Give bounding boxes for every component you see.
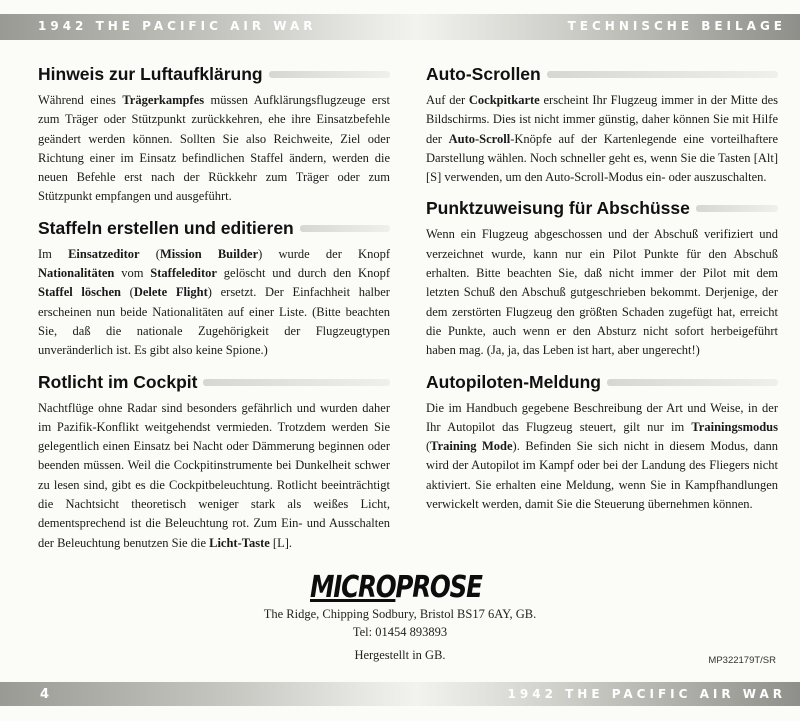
section-rotlicht <box>38 372 390 553</box>
heading-rule <box>607 379 778 386</box>
text-run: Während eines <box>38 93 123 107</box>
part-number: MP322179T/SR <box>708 655 776 666</box>
text-run: Wenn ein Flugzeug abgeschossen und der Abschuß verifiziert und verzeichnet wurde, kann nur ein Pilot Punkte für den Abschuß erhalten. Bitte beachten Sie, daß nicht immer der Pilot mit dem letzten Schuß den Abschuß gutgeschrieben bekommt. Derjenige, der dem zerstörten Flugzeug den größten Schaden zugefügt hat, erreicht die Punkte, auch wenn er den Absturz nicht sofort herbeigeführt haben mag. (Ja, ja, das Leben ist hart, aber ungerecht!) <box>426 227 778 358</box>
microprose-logo: MICROPROSE <box>310 570 482 605</box>
section-heading: Punktzuweisung für Abschüsse <box>426 198 778 219</box>
heading-rule <box>300 225 390 232</box>
made-in-note: Hergestellt in GB. <box>354 648 446 662</box>
bold-term: Staffeleditor <box>150 266 217 281</box>
bold-term: Cockpitkarte <box>468 93 540 107</box>
bold-term: Mission Builder <box>159 246 259 261</box>
company-phone: Tel: 01454 893893 <box>352 625 448 639</box>
text-run: vom <box>114 266 151 281</box>
heading-rule <box>547 71 778 78</box>
text-run: gelöscht und durch den Knopf <box>216 266 390 281</box>
section-body <box>426 399 778 515</box>
text-run: Die im Handbuch gegebene Beschreibung der Art und Weise, in der Ihr Autopilot das Flugzeug steuert, gilt nur im <box>426 400 778 434</box>
section-heading: Staffeln erstellen und editieren <box>38 218 390 239</box>
text-run: ) ersetzt. Der Einfachheit halber erscheinen nun beide Nationalitäten auf einer Liste. (Bitte beachten Sie, daß die nationale Zugehörigkeit der Flugzeugtypen unveränderlich ist. Es gibt also keine Spione.) <box>38 285 390 358</box>
bold-term: Licht-Taste <box>209 535 270 550</box>
text-run: Im <box>38 246 69 261</box>
section-body <box>426 225 778 360</box>
text-run: ( <box>426 439 431 454</box>
section-body <box>426 91 778 187</box>
section-heading: Rotlicht im Cockpit <box>38 372 390 393</box>
bold-term: Einsatzeditor <box>68 246 140 261</box>
heading-rule <box>203 379 390 386</box>
bold-term: Staffel löschen <box>38 285 121 300</box>
text-run: -Knöpfe auf der Kartenlegende eine vorteilhaftere Darstellung wählen. Noch schneller geht es, wenn Sie die Tasten [Alt] [S] verwenden, um den Auto-Scroll-Modus ein- oder auszuschalten. <box>426 131 778 185</box>
section-autopilot <box>426 372 778 515</box>
section-heading: Autopiloten-Meldung <box>426 372 778 393</box>
right-column <box>426 64 778 525</box>
company-address: The Ridge, Chipping Sodbury, Bristol BS17 6AY, GB. <box>263 607 537 621</box>
bold-term: Trägerkampfes <box>122 93 205 107</box>
text-run: [L]. <box>269 535 292 550</box>
heading-rule <box>696 205 778 212</box>
text-run: ( <box>120 285 134 300</box>
section-staffeln <box>38 218 390 361</box>
header-section-title: TECHNISCHE BEILAGE <box>567 19 786 33</box>
text-run: Nachtflüge ohne Radar sind besonders gefährlich und wurden daher im Pazifik-Konflikt weitgehendst vermieden. Trotzdem werden Sie gelegentlich einen Einsatz bei Nacht oder Dämmerung beginnen oder beenden müssen. Weil die Cockpitinstrumente bei Dunkelheit schwer zu lesen sind, gibt es die Cockpitbeleuchtung. Rotlicht beeinträchtigt die Nachtsicht theoretisch weniger stark als weißes Licht, dementsprechend ist die Beleuchtung rot. Zum Ein- und Ausschalten der Beleuchtung benutzen Sie die <box>38 400 390 550</box>
heading-rule <box>269 71 390 78</box>
section-auto-scrollen <box>426 64 778 187</box>
section-heading: Hinweis zur Luftaufklärung <box>38 64 390 85</box>
text-run: ). Befinden Sie sich nicht in diesem Modus, dann wird der Autopilot im Kampf oder bei der Landung des Fliegers nicht aktiviert. Sie erhalten eine Meldung, wenn Sie in Kampfhandlungen verwickelt werden, damit Sie die Steuerung übernehmen können. <box>426 439 778 512</box>
section-luftaufklaerung <box>38 64 390 207</box>
bold-term: Delete Flight <box>133 285 208 300</box>
text-run: müssen Aufklärungsflugzeuge erst zum Träger oder Stützpunkt zurückkehren, ehe ihre Einsatzbefehle geändert werden können. Sollten Sie also Reichweite, Ziel oder Richtung einer im Einsatz befindlichen Staffel ändern, werden die neuen Befehle erst nach der Rückkehr zum Träger oder zum Stützpunkt empfangen und ausgeführt. <box>38 93 390 204</box>
text-run: erscheint Ihr Flugzeug immer in der Mitte des Bildschirms. Dies ist nicht immer günstig, daher können Sie mit Hilfe der <box>426 93 778 146</box>
header-band <box>0 14 800 40</box>
section-heading: Auto-Scrollen <box>426 64 778 85</box>
section-body <box>38 245 390 361</box>
section-body <box>38 399 390 553</box>
text-run: Auf der <box>426 93 469 107</box>
footer-band <box>0 682 800 706</box>
section-punktzuweisung <box>426 198 778 360</box>
section-body <box>38 91 390 207</box>
bold-term: Auto-Scroll <box>448 131 511 146</box>
text-run: ) wurde der Knopf <box>258 246 390 261</box>
footer-title: 1942 THE PACIFIC AIR WAR <box>507 687 786 701</box>
bold-term: Trainingsmodus <box>691 419 778 434</box>
bold-term: Training Mode <box>430 439 513 454</box>
header-title: 1942 THE PACIFIC AIR WAR <box>38 19 317 33</box>
page-number: 4 <box>40 687 50 702</box>
bold-term: Nationalitäten <box>38 266 115 281</box>
left-column <box>38 64 390 564</box>
text-run: ( <box>139 246 160 261</box>
